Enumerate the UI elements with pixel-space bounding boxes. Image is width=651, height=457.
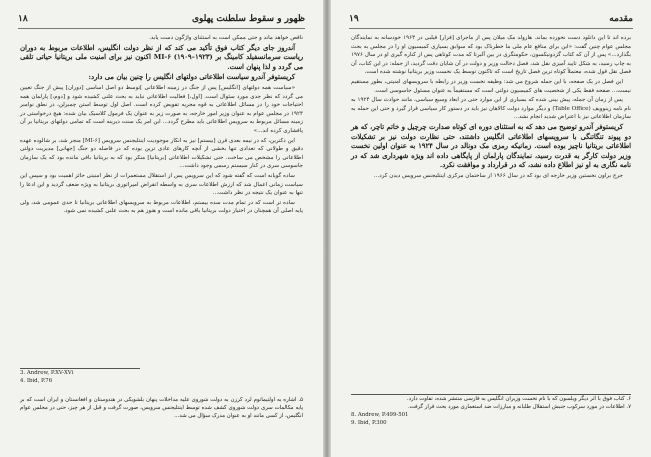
left-page-header [18,14,305,29]
footnote: 9. Ibid, P.300 [351,420,387,426]
paragraph-bold: کریستوفر آندرو توضیح می دهد که به استثنای دوره ای کوتاه صدارت چرچیل و خاتم تاچر، که هر دو پیوند تنگاتنگی با سرویسهای اطلاعاتی انگلیس داشتند، حتی نظارت دولت نیز بر تشکیلات اطلاعاتی بریتانیا ناچیز بوده است. زمانیکه رمزی مک دونالد در سال ۱۹۲۴ به عنوان اولین نخست وزیر دولت کارگر به قدرت رسید، نمایندگان پارلمان از پایگاهی داده اند ویژه شهرداری شد که در نامه نگاری به او نیز اطلاع داده نشد، که در قرارداد و موافقت نکرد. [351,122,632,170]
running-title: مقدمه [609,14,633,24]
paragraph: ساده گویانه است که گفته شود که این سرویس پس از استقلال مستعمرات از نظر امنیتی حائز اهمیت بود و سپس این سیاست زمانی اعمال شد که ارزش اطلاعات سری به واسطه انقراض امپراتوری بریتانیا به ویژه ضعف گردید و این ادعا را تنها به عنوان یک نتیجه در نظر داشت... [20,172,303,197]
footnote: ۵. اشاره به اولتیماتوم لرد کرزن به دولت شوروی علیه مداخلات پنهان بلشویکی در هندوستان و افغانستان و ایران است که بر پایه مکالمات سری دولت شوروی کشف شده توسط اینتلیجنس سرویس، صورت گرفت و قبل از هر چیز، حتی در مجلس عوام انگلیس، از کسی مانند او به عنوان مدرک سؤال می شد... [20,397,303,419]
paragraph: ناقص خواهد ماند و حتی ممکن است به استثنای واژگون دست یابد. [149,35,303,41]
footnote: 4. Ibid, P.76 [20,378,53,384]
left-footnotes-latin [20,368,140,385]
paragraph-bold: کریستوفر آندرو سیاست اطلاعاتی دولتهای انگلیس را چنین بیان می دارد: [88,73,295,82]
paragraph: جرج براون نخستین وزیر خارجه ای بود که در سال ۱۹۶۶ از ساختمان مرکزی اینتلیجنس سرویس دیدن کرد... [373,172,623,179]
left-footnote-persian [20,396,303,420]
left-page-body [20,34,303,217]
book-gutter [323,0,331,457]
running-title: ظهور و سقوط سلطنت پهلوی [191,14,305,24]
paragraph-bold: آندروز جای دیگر کتاب فوق تأکید می کند که از نظر دولت انگلیس، اطلاعات مربوط به دوران ریاست سرمانسفیلد کامینگ بر MI-۶ (۱۹۰۹–۱۹۲۳) اکنون نیز برای امنیت ملی بریتانیا حیاتی تلقی می گردد و لذا پنهان است. [20,43,304,71]
paragraph: این فصل در یک صفحه، با این جمله شروع می شد: وظیفه نخست وزیر در رابطه با سرویسهای امنیتی، بطور مستقیم نیست... صفحه فقط یکی از شخصیت های کمیسیون دولتی است که مستقیماً به عنوان مسئول جاسوسی است. [351,78,631,94]
right-page-header [349,14,633,29]
footnote: ۷. اطلاعات در مورد سرکوب جنبش استقلال طلبانه و مبارزات ضد استعماری مورد بحث قرار گرفت. [407,404,631,410]
right-page-body [351,34,631,182]
paragraph: پس از زمان آن جمله، پیش بینی شده که بسیاری از این موارد حتی در ابعاد وسیع سیاسی، مانند حوادث سال ۱۹۲۴ به نام نامه زینوویف (Table Office) و دیگر موارد دولت کالاهان نیز باید در دستور کار سیاسی قرار گیرد و حتی این حمله به سازمان اطلاعاتی نیز با اعتراض شدید انجام نشد... [351,97,631,121]
paragraph: «سیاست همه دولتهای [انگلیس] پس از جنگ در زمینه اطلاعاتی ]توسط دو اصل اساسی [دوران] پیش از جنگ تعیین می گردد که نظر جدی مورد سئوال است. [اول،] فعالیت اطلاعاتی نباید به بحث علنی کشیده شود و [دوم،] پارلمان همه احتیاجات خود را در مسائل اطلاعاتی به قوه مجریه تفویض کرده است. اصل اول توسط استن چمبرلن، در نطق نوامبر ۱۹۲۴ در مجلس عوام به عنوان وزیر امور خارجه، به صورت زیر به عنوان یک فرمول کلاسیک بیان شده: هیچ درخواستی در زمینه مسائل مربوط به سرویس اطلاعاتی باید مطرح گردد... این امر یک سنت دیرینه است که تمامی دولتهای بریتانیا بر آن پافشاری کرده اند...» [20,84,303,134]
page-number: ۱۸ [18,14,28,24]
footnote: 8. Andrew, P.499-501 [351,412,409,418]
paragraph: ساده تر است که در تمام مدت سده بیستم، اطلاعات مربوط به سرویسهای اطلاعاتی بریتانیا تا حدی عمومی شد، ولی پایه اصلی آن همچنان در اختیار دولت بریتانیا باقی مانده است و هنوز هم به بحث علنی کشیده نمی شود. [20,199,303,215]
page-number: ۱۹ [349,14,359,24]
footnote: 3. Andrew, P.XV-XVi [20,370,74,376]
paragraph: این دکترین، که در نیمه بعدی قرن [بیستم] نیز به انکار موجودیت اینتلیجنس سرویس [MI-۶] منجر شد، بر شالوده عهده دقیق و طولانی که تعدادی تنها بخشی از آنچه کارهای عادی ترین بوده که در فاصله دو جنگ [جهانی] مدیریت دولتی اطلاعاتی را مشخص می ساخت. حتی تشکیلات اطلاعاتی [بریتانیا] منکر بود که به بریتانیا باقی مانده بود که یک سازمان جاسوسی سری در کنار سیستم رسمی وجود داشت... [20,137,303,170]
footnote: ۶. کتاب فوق با اثر دیگر ویلسون که با نام نخست وزیران انگلیس به فارسی منتشر شده، تفاوت دارد. [406,396,631,402]
right-footnotes [351,394,631,427]
paragraph: برده اند تا این دانلود دست نخورده بماند. هارولد مک میلان پس از ماجرای [فرار] فیلبی در ۱۹۶۳ خودسانه به نمایندگان مجلس عوام چنین گفت: «این برای منافع عام ملی ما خطرناک بود که سوابق بسیاری کمیسیون او را در مجلس به بحث بگذارد...» پس از آن که کتاب گزدونیکسون، حکومتگری در بین آلبرتا که مدت کوتاهی پس از کناره گیری او در سال ۱۹۷۶ به چاپ رسید، به شکل تایید آمیزی نقل شد، فصل دخالت وزیر و دولت در آن شایان دقت گردید، از جمله: در این کتاب، آن فصل نقل قول شده، معتملاً کوتاه ترین فصل تاریخ است که تاکنون توسط یک نخست وزیر بریتانیا نوشته شده است. [351,35,631,76]
left-page [0,0,323,457]
right-page [331,0,651,457]
